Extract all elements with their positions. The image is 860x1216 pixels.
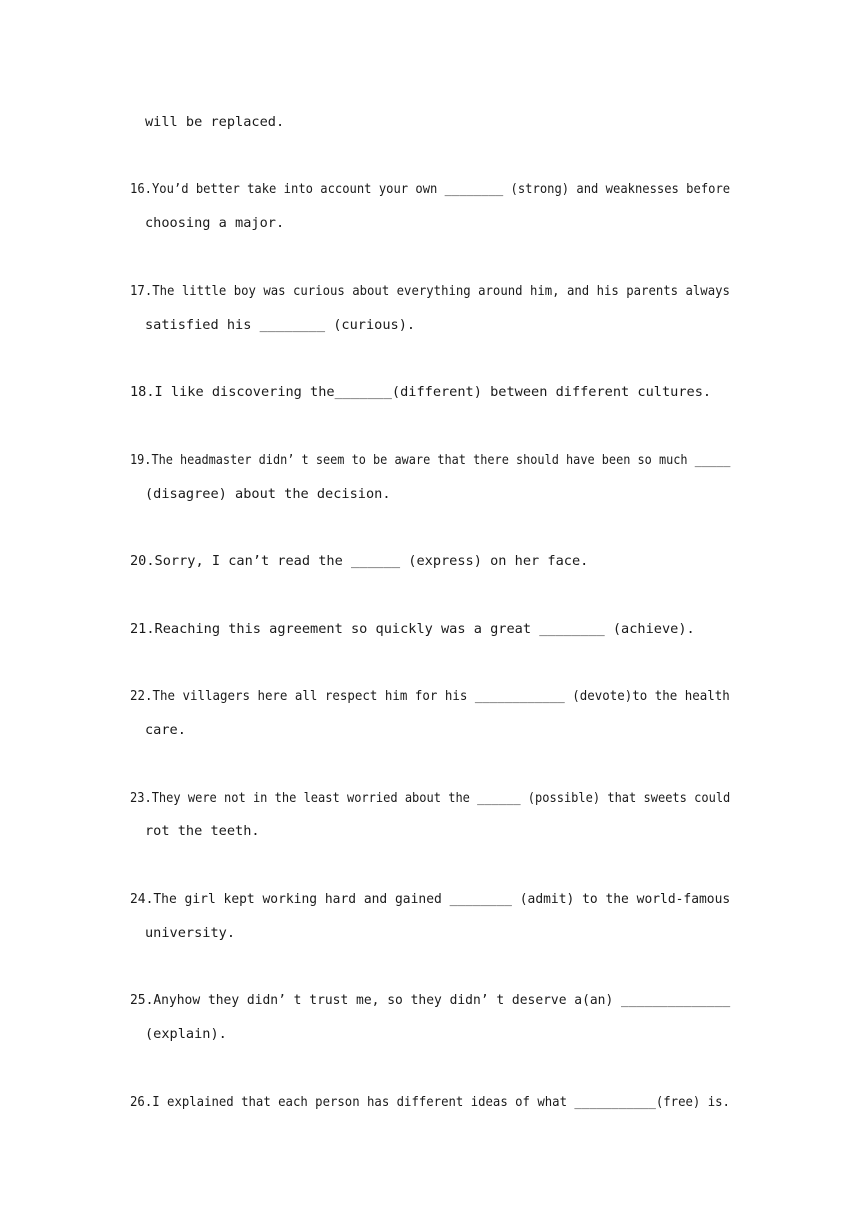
question-26-line-1: 26.I explained that each person has different ideas of what ___________(free) is. <box>130 1094 730 1110</box>
question-22-line-2: care. <box>145 722 186 738</box>
question-17-line-2: satisfied his ________ (curious). <box>145 317 416 333</box>
continuation-line: will be replaced. <box>145 114 285 130</box>
question-24-line-2: university. <box>145 925 236 941</box>
question-18-line-1: 18.I like discovering the_______(different) between different cultures. <box>130 384 712 400</box>
question-19-line-2: (disagree) about the decision. <box>145 486 391 502</box>
question-22-line-1: 22.The villagers here all respect him for his ____________ (devote)to the health <box>130 688 730 704</box>
question-23-line-1: 23.They were not in the least worried about the ______ (possible) that sweets could <box>130 790 731 806</box>
question-16-line-1: 16.You’d better take into account your own ________ (strong) and weaknesses before <box>130 181 731 197</box>
question-24-line-1: 24.The girl kept working hard and gained ________ (admit) to the world-famous <box>130 891 731 907</box>
question-25-line-2: (explain). <box>145 1026 227 1042</box>
question-20-line-1: 20.Sorry, I can’t read the ______ (express) on her face. <box>130 553 589 569</box>
question-25-line-1: 25.Anyhow they didn’ t trust me, so they didn’ t deserve a(an) ______________ <box>130 992 731 1008</box>
question-16-line-2: choosing a major. <box>145 215 285 231</box>
question-17-line-1: 17.The little boy was curious about everything around him, and his parents always <box>130 283 730 299</box>
question-19-line-1: 19.The headmaster didn’ t seem to be aware that there should have been so much _____ <box>130 452 731 468</box>
question-23-line-2: rot the teeth. <box>145 823 260 839</box>
question-21-line-1: 21.Reaching this agreement so quickly was a great ________ (achieve). <box>130 621 695 637</box>
